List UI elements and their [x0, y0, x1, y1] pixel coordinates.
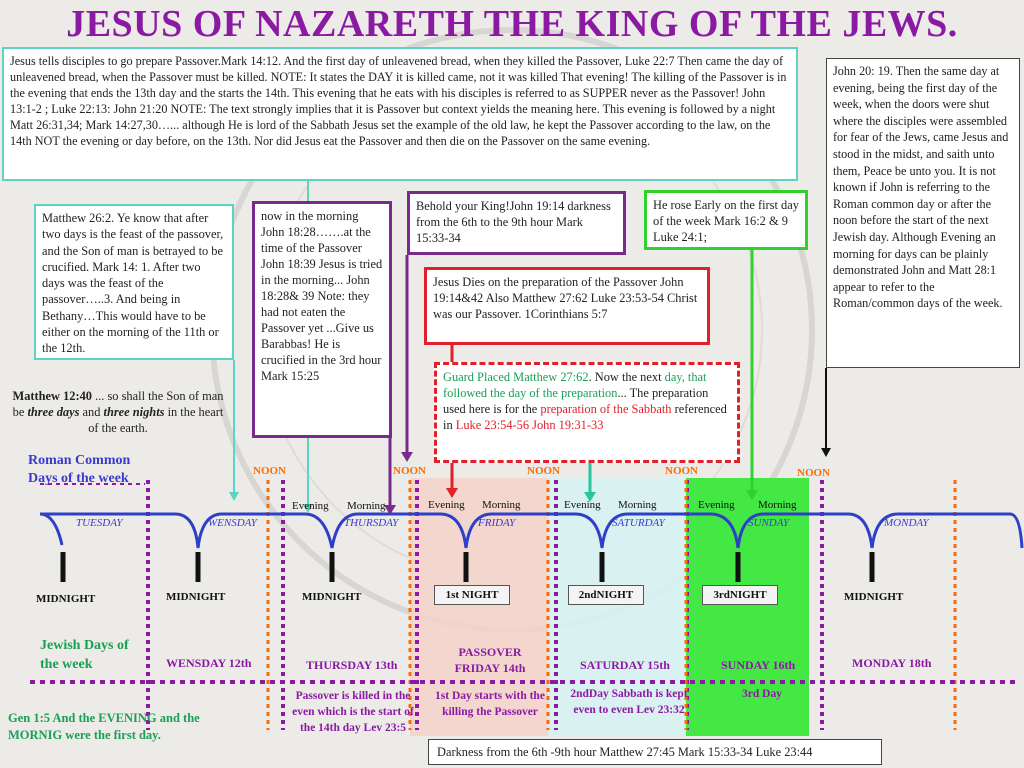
- roman-day-sunday: SUNDAY: [748, 517, 789, 529]
- jewish-day-sunday: SUNDAY 16th: [721, 658, 796, 672]
- matt12-text-a: ... so shall the Son of man be: [12, 389, 224, 419]
- jewish-day-wednesday: WENSDAY 12th: [166, 656, 252, 670]
- roman-day-saturday: SATURDAY: [612, 517, 665, 529]
- roman-day-monday: MONDAY: [884, 517, 929, 529]
- john20-note-box: John 20: 19. Then the same day at evening, being the first day of the week, when the doors were shut where the disciples were assembled for fear of the Jews, came Jesus and stood in the midst, and saith unto them, Peace be unto you. It is not known if John is referring to the Roman common day or after the noon before the start of the next Jewish day. Although Evening an morning for days can be plainly demonstrated John and Matt 28:1 appear to refer to the Roman/common days of the week.: [826, 58, 1020, 368]
- roman-days-label: Roman Common Days of the week: [28, 453, 131, 486]
- noon-label: NOON: [665, 465, 698, 477]
- matt26-note-box: Matthew 26:2. Ye know that after two days is the feast of the passover, and the Son of man is betrayed to be crucified. Mark 14: 1. After two days was the feast of the passover…..3. And being in Bethany…This would have to be either on the morning of the 11th or the 12th.: [34, 204, 234, 360]
- night-3-label: 3rdNIGHT: [702, 585, 778, 605]
- roman-day-wednesday: WENSDAY: [208, 517, 257, 529]
- guard-placed-box: [434, 362, 740, 463]
- jewish-day-monday: MONDAY 18th: [852, 656, 932, 670]
- evening-label: Evening: [292, 500, 329, 512]
- morning-label: Morning: [482, 499, 521, 511]
- jewish-day-saturday: SATURDAY 15th: [580, 658, 670, 672]
- matt12-three-days: three days: [27, 405, 80, 419]
- matt12-text-c: and: [79, 405, 104, 419]
- morning-label: Morning: [347, 500, 386, 512]
- noon-label: NOON: [527, 465, 560, 477]
- matt12-three-nights: three nights: [103, 405, 165, 419]
- guard-text-d: ... The preparation used here is for the: [443, 386, 709, 416]
- jewish-days-label: Jewish Days of the week: [40, 638, 129, 672]
- day1-note: 1st Day starts with the killing the Passover: [435, 690, 545, 718]
- jewish-day-thursday: THURSDAY 13th: [306, 658, 398, 672]
- guard-text-c: day, that followed the day of the preparation: [443, 370, 707, 400]
- night-2-label: 2ndNIGHT: [568, 585, 644, 605]
- evening-label: Evening: [698, 499, 735, 511]
- midnight-label: MIDNIGHT: [844, 591, 904, 603]
- midnight-label: MIDNIGHT: [36, 593, 96, 605]
- midnight-label: MIDNIGHT: [166, 591, 226, 603]
- jewish-day-friday: PASSOVER FRIDAY 14th: [454, 645, 526, 675]
- roman-day-tuesday: TUESDAY: [76, 517, 123, 529]
- matt12-note: [12, 388, 224, 436]
- page-title: JESUS OF NAZARETH THE KING OF THE JEWS.: [66, 3, 958, 45]
- matt12-ref: Matthew 12:40: [12, 389, 92, 403]
- matt12-text-e: in the heart of the earth.: [88, 405, 224, 435]
- darkness-note-box: Darkness from the 6th -9th hour Matthew 27:45 Mark 15:33-34 Luke 23:44: [428, 739, 882, 765]
- morning-label: Morning: [758, 499, 797, 511]
- behold-king-box: Behold your King!John 19:14 darkness from the 6th to the 9th hour Mark 15:33-34: [407, 191, 626, 255]
- genesis-note: Gen 1:5 And the EVENING and the MORNIG were the first day.: [8, 711, 200, 742]
- guard-ref: Guard Placed Matthew 27:62: [443, 370, 589, 384]
- guard-text-g: Luke 23:54-56 John 19:31-33: [455, 418, 604, 432]
- night-1-label: 1st NIGHT: [434, 585, 510, 605]
- morning-label: Morning: [618, 499, 657, 511]
- midnight-label: MIDNIGHT: [302, 591, 362, 603]
- guard-text-e: preparation of the Sabbath: [540, 402, 672, 416]
- intro-note-box: Jesus tells disciples to go prepare Passover.Mark 14:12. And the first day of unleavened bread, when they killed the Passover, Luke 22:7 Then came the day of unleavened bread, when the Passover must be killed. NOTE: It states the DAY it is killed came, not it was killed That evening! The killing of the Passover is in the evening that ends the 13th day and the starts the 14th. This evening that he eats with his disciples is referred to as SUPPER never as the Passover! John 13:1-2 ; Luke 22:13: John 21:20 NOTE: The text strongly implies that it is Passover but context yields the meaning here. This evening is followed by a night Matt 26:31,34; Mark 14:27,30…... although He is lord of the Sabbath Jesus set the example of the old law, he kept the Passover according to the law, on the 14th NOT the evening or day before, on the 13th. Nor did Jesus eat the Passover and then die on the Passover on the same evening.: [2, 47, 798, 181]
- day2-note: 2ndDay Sabbath is kept even to even Lev 23:32: [570, 688, 688, 716]
- jesus-dies-box: Jesus Dies on the preparation of the Passover John 19:14&42 Also Matthew 27:62 Luke 23:53-54 Christ was our Passover. 1Corinthians 5:7: [424, 267, 710, 345]
- noon-label: NOON: [253, 465, 286, 477]
- evening-label: Evening: [428, 499, 465, 511]
- day3-note: 3rd Day: [742, 688, 782, 700]
- passover-killed-note: Passover is killed in the even which is the start of the 14th day Lev 23:5: [292, 690, 414, 734]
- roman-day-thursday: THURSDAY: [344, 517, 399, 529]
- roman-day-friday: FRIDAY: [478, 517, 516, 529]
- evening-label: Evening: [564, 499, 601, 511]
- noon-label: NOON: [797, 467, 830, 479]
- morning-trial-box: now in the morning John 18:28…….at the time of the Passover John 18:39 Jesus is tried in the morning... John 18:28& 39 Note: they had not eaten the Passover yet ...Give us Barabbas! He is crucified in the 3rd hour Mark 15:25: [252, 201, 392, 438]
- guard-text-f: referenced in: [443, 402, 727, 432]
- guard-text-b: . Now the next: [588, 370, 665, 384]
- noon-label: NOON: [393, 465, 426, 477]
- he-rose-box: He rose Early on the first day of the week Mark 16:2 & 9 Luke 24:1;: [644, 190, 808, 250]
